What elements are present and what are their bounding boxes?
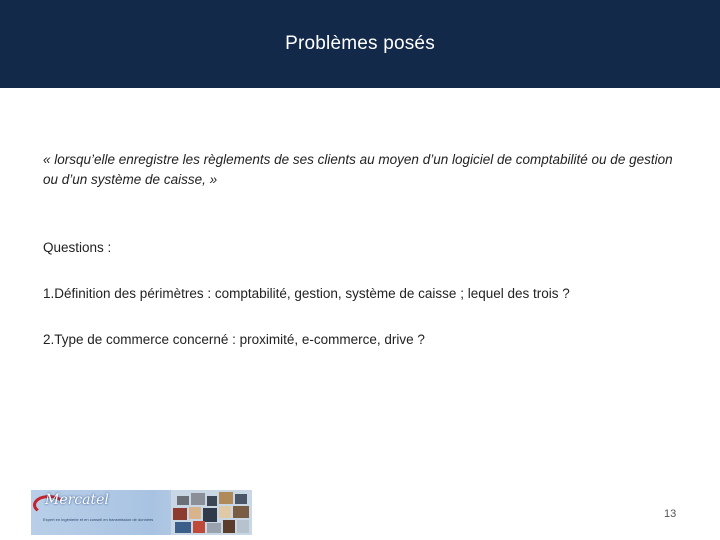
mercatel-logo xyxy=(31,490,252,535)
logo-wordmark: Mercatel xyxy=(45,492,109,508)
page-number: 13 xyxy=(664,508,677,520)
slide-title: Problèmes posés xyxy=(285,33,435,54)
question-item: 2.Type de commerce concerné : proximité, e-commerce, drive ? xyxy=(43,332,425,347)
questions-label: Questions : xyxy=(43,240,112,255)
logo-tagline: Expert en ingénierie et en conseil en transmission de données xyxy=(43,517,154,522)
question-item: 1.Définition des périmètres : comptabilité, gestion, système de caisse ; lequel des trois ? xyxy=(43,286,570,301)
quote-text: « lorsqu’elle enregistre les règlements de ses clients au moyen d’un logiciel de comptabilité ou de gestion ou d’un système de caisse, » xyxy=(43,152,673,187)
logo-photo-collage-icon xyxy=(171,490,252,535)
title-bar xyxy=(0,0,720,88)
